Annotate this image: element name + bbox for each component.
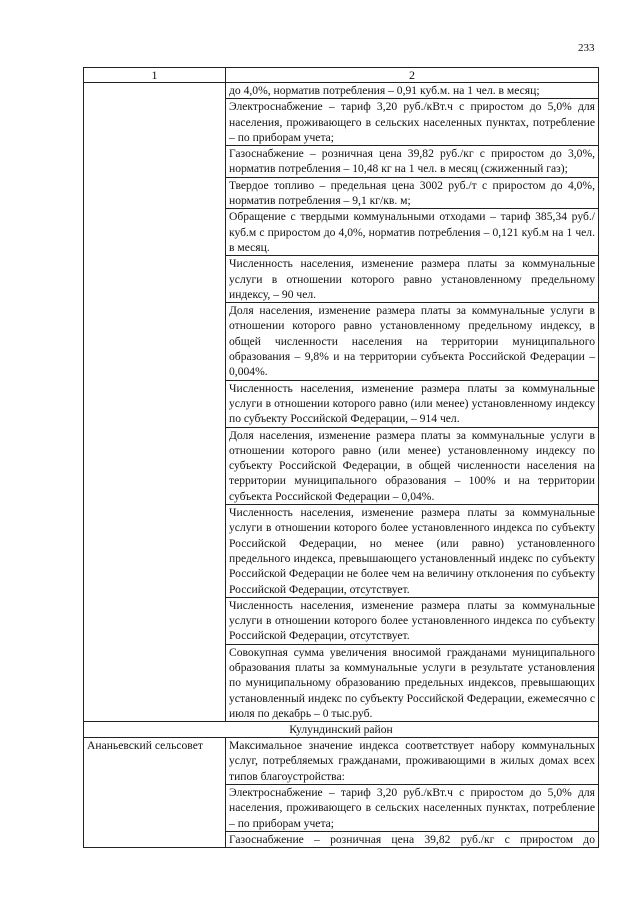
region-row	[84, 722, 599, 738]
region-title: Кулундинский район	[84, 722, 599, 738]
paragraph: до 4,0%, норматив потребления – 0,91 куб.м. на 1 чел. в месяц;	[226, 83, 598, 99]
paragraph: Доля населения, изменение размера платы за коммунальные услуги в отношении которого равно (или менее) установленному индексу по субъекту Российской Федерации, в общей численности населения на территории муниципального образования – 100% и на территории субъекта Российской Федерации – 0,04%.	[226, 428, 598, 505]
header-col-1: 1	[84, 68, 226, 83]
tariff-table	[83, 67, 599, 848]
table-header-row	[84, 68, 599, 83]
paragraph: Газоснабжение – розничная цена 39,82 руб./кг с приростом до	[229, 832, 595, 846]
left-cell-empty	[84, 83, 226, 722]
paragraph: Электроснабжение – тариф 3,20 руб./кВт.ч с приростом до 5,0% для населения, проживающего в сельских населенных пунктах, потребление – по приборам учета;	[226, 785, 598, 832]
table-row-municipality	[84, 738, 599, 848]
paragraph: Численность населения, изменение размера платы за коммунальные услуги в отношении которого более установленного индекса по субъекту Российской Федерации, но менее (или равно) установленного предельного индекса, превышающего установленный индекс по субъекту Российской Федерации не более чем на величину отклонения по субъекту Российской Федерации, отсутствует.	[226, 505, 598, 598]
paragraph: Газоснабжение – розничная цена 39,82 руб./кг с приростом до 3,0%, норматив потребления – 10,48 кг на 1 чел. в месяц (сжиженный газ);	[226, 146, 598, 178]
right-cell-content	[226, 738, 599, 848]
paragraph: Обращение с твердыми коммунальными отходами – тариф 385,34 руб./куб.м с приростом до 4,0%, норматив потребления – 0,121 куб.м на 1 чел. в месяц.	[226, 209, 598, 256]
paragraph: Совокупная сумма увеличения вносимой гражданами муниципального образования платы за коммунальные услуги в результате установления по муниципальному образованию предельных индексов, превышающих установленный индекс по субъекту Российской Федерации, ежемесячно с июля по декабрь – 0 тыс.руб.	[229, 645, 595, 720]
paragraph: Численность населения, изменение размера платы за коммунальные услуги в отношении которого более установленного индекса по субъекту Российской Федерации, отсутствует.	[226, 598, 598, 645]
header-col-2: 2	[226, 68, 599, 83]
right-cell-content	[226, 83, 599, 722]
paragraph: Численность населения, изменение размера платы за коммунальные услуги в отношении которого равно установленному предельному индексу, – 90 чел.	[226, 256, 598, 303]
page-number: 233	[578, 42, 595, 54]
paragraph: Численность населения, изменение размера платы за коммунальные услуги в отношении которого равно (или менее) установленному индексу по субъекту Российской Федерации, – 914 чел.	[226, 381, 598, 428]
table-row-continuation	[84, 83, 599, 722]
paragraph: Твердое топливо – предельная цена 3002 руб./т с приростом до 4,0%, норматив потребления – 9,1 кг/кв. м;	[226, 178, 598, 210]
municipality-name: Ананьевский сельсовет	[84, 738, 226, 848]
paragraph: Электроснабжение – тариф 3,20 руб./кВт.ч с приростом до 5,0% для населения, проживающего в сельских населенных пунктах, потребление – по приборам учета;	[226, 99, 598, 146]
paragraph: Доля населения, изменение размера платы за коммунальные услуги в отношении которого равно установленному предельному индексу, в общей численности населения на территории муниципального образования – 9,8% и на территории субъекта Российской Федерации – 0,004%.	[226, 303, 598, 380]
paragraph: Максимальное значение индекса соответствует набору коммунальных услуг, потребляемых гражданами, проживающими в жилых домах всех типов благоустройства:	[226, 738, 598, 785]
